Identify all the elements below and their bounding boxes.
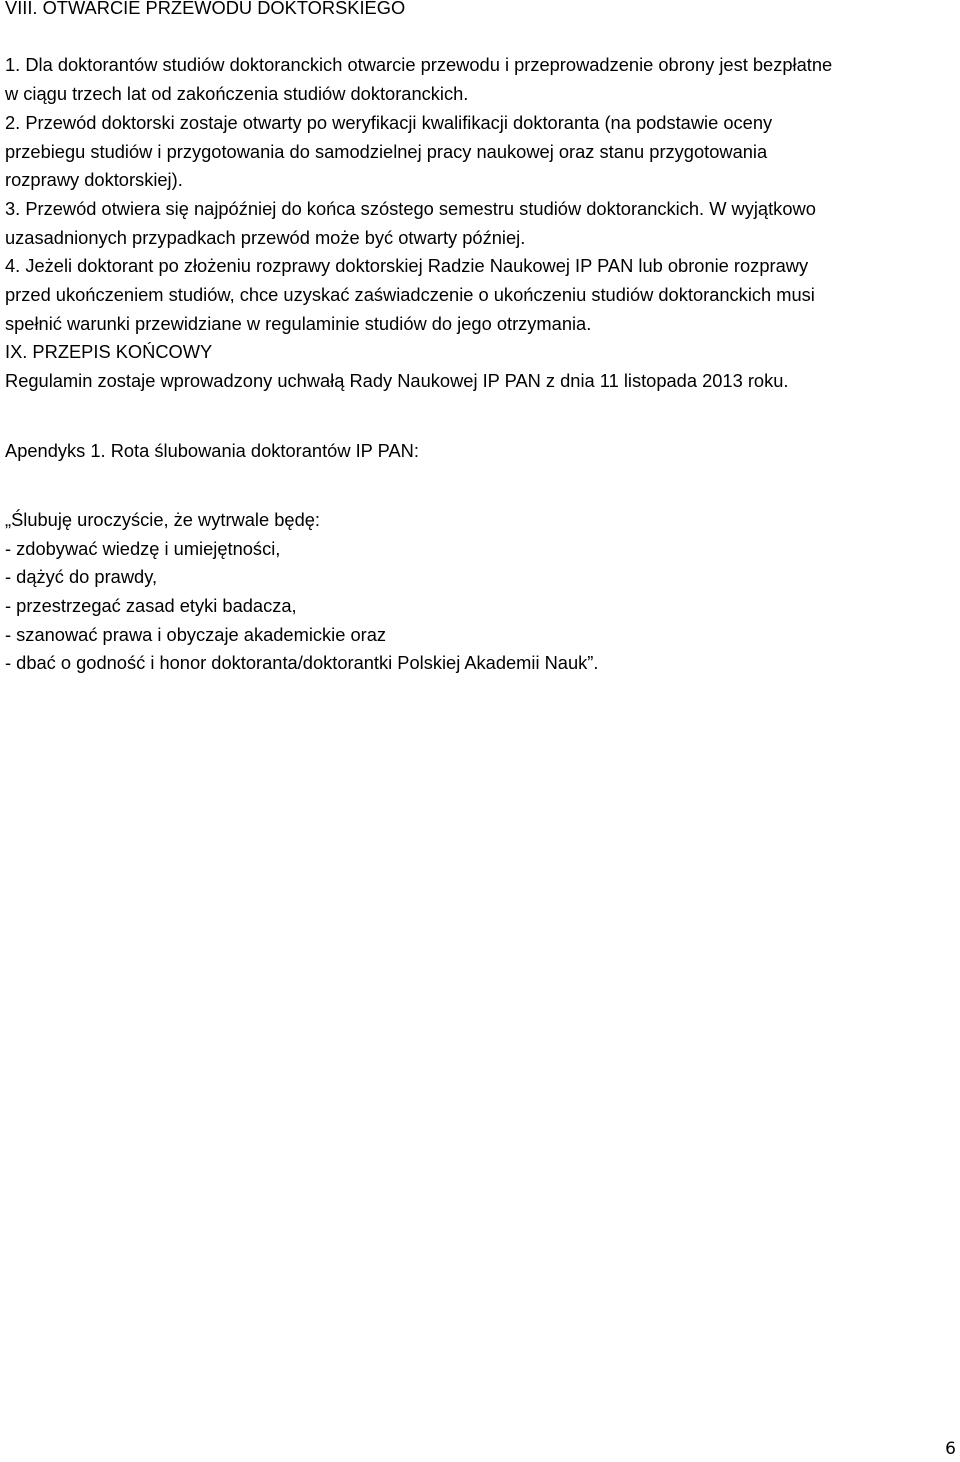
oath-block xyxy=(5,506,955,678)
appendix-title: Apendyks 1. Rota ślubowania doktorantów IP PAN: xyxy=(5,439,419,461)
paragraph-line: 3. Przewód otwiera się najpóźniej do końca szóstego semestru studiów doktoranckich. W wyjątkowo xyxy=(5,197,816,219)
section-ix-text: Regulamin zostaje wprowadzony uchwałą Rady Naukowej IP PAN z dnia 11 listopada 2013 roku. xyxy=(5,370,789,392)
section-viii-heading: VIII. OTWARCIE PRZEWODU DOKTORSKIEGO xyxy=(5,0,406,18)
paragraph-line: uzasadnionych przypadkach przewód może być otwarty później. xyxy=(5,226,526,248)
paragraph-line: przebiegu studiów i przygotowania do samodzielnej pracy naukowej oraz stanu przygotowania xyxy=(5,140,768,162)
oath-intro: „Ślubuję uroczyście, że wytrwale będę: xyxy=(5,508,320,530)
section-viii-item-2 xyxy=(5,109,955,195)
oath-item: - dążyć do prawdy, xyxy=(5,566,158,588)
spacer xyxy=(5,494,955,506)
paragraph-line: 2. Przewód doktorski zostaje otwarty po weryfikacji kwalifikacji doktoranta (na podstawie oceny xyxy=(5,111,773,133)
section-viii-item-3 xyxy=(5,195,955,252)
section-viii-item-1 xyxy=(5,51,955,108)
paragraph-line: przed ukończeniem studiów, chce uzyskać zaświadczenie o ukończeniu studiów doktoranckich musi xyxy=(5,284,815,306)
oath-item: - zdobywać wiedzę i umiejętności, xyxy=(5,537,281,559)
section-viii-item-4 xyxy=(5,252,955,338)
oath-item: - dbać o godność i honor doktoranta/doktorantki Polskiej Akademii Nauk”. xyxy=(5,652,599,674)
page-number: 6 xyxy=(945,1439,956,1459)
spacer xyxy=(5,465,955,494)
document-content xyxy=(5,0,955,678)
section-ix-heading: IX. PRZEPIS KOŃCOWY xyxy=(5,341,213,363)
spacer xyxy=(5,425,955,437)
paragraph-line: rozprawy doktorskiej). xyxy=(5,169,183,191)
paragraph-line: 1. Dla doktorantów studiów doktoranckich otwarcie przewodu i przeprowadzenie obrony jest bezpłatne xyxy=(5,54,833,76)
oath-item: - szanować prawa i obyczaje akademickie oraz xyxy=(5,623,387,645)
paragraph-line: spełnić warunki przewidziane w regulaminie studiów do jego otrzymania. xyxy=(5,312,592,334)
oath-item: - przestrzegać zasad etyki badacza, xyxy=(5,595,297,617)
paragraph-line: 4. Jeżeli doktorant po złożeniu rozprawy doktorskiej Radzie Naukowej IP PAN lub obronie rozprawy xyxy=(5,255,809,277)
paragraph-line: w ciągu trzech lat od zakończenia studiów doktoranckich. xyxy=(5,83,469,105)
spacer xyxy=(5,23,955,52)
spacer xyxy=(5,396,955,425)
